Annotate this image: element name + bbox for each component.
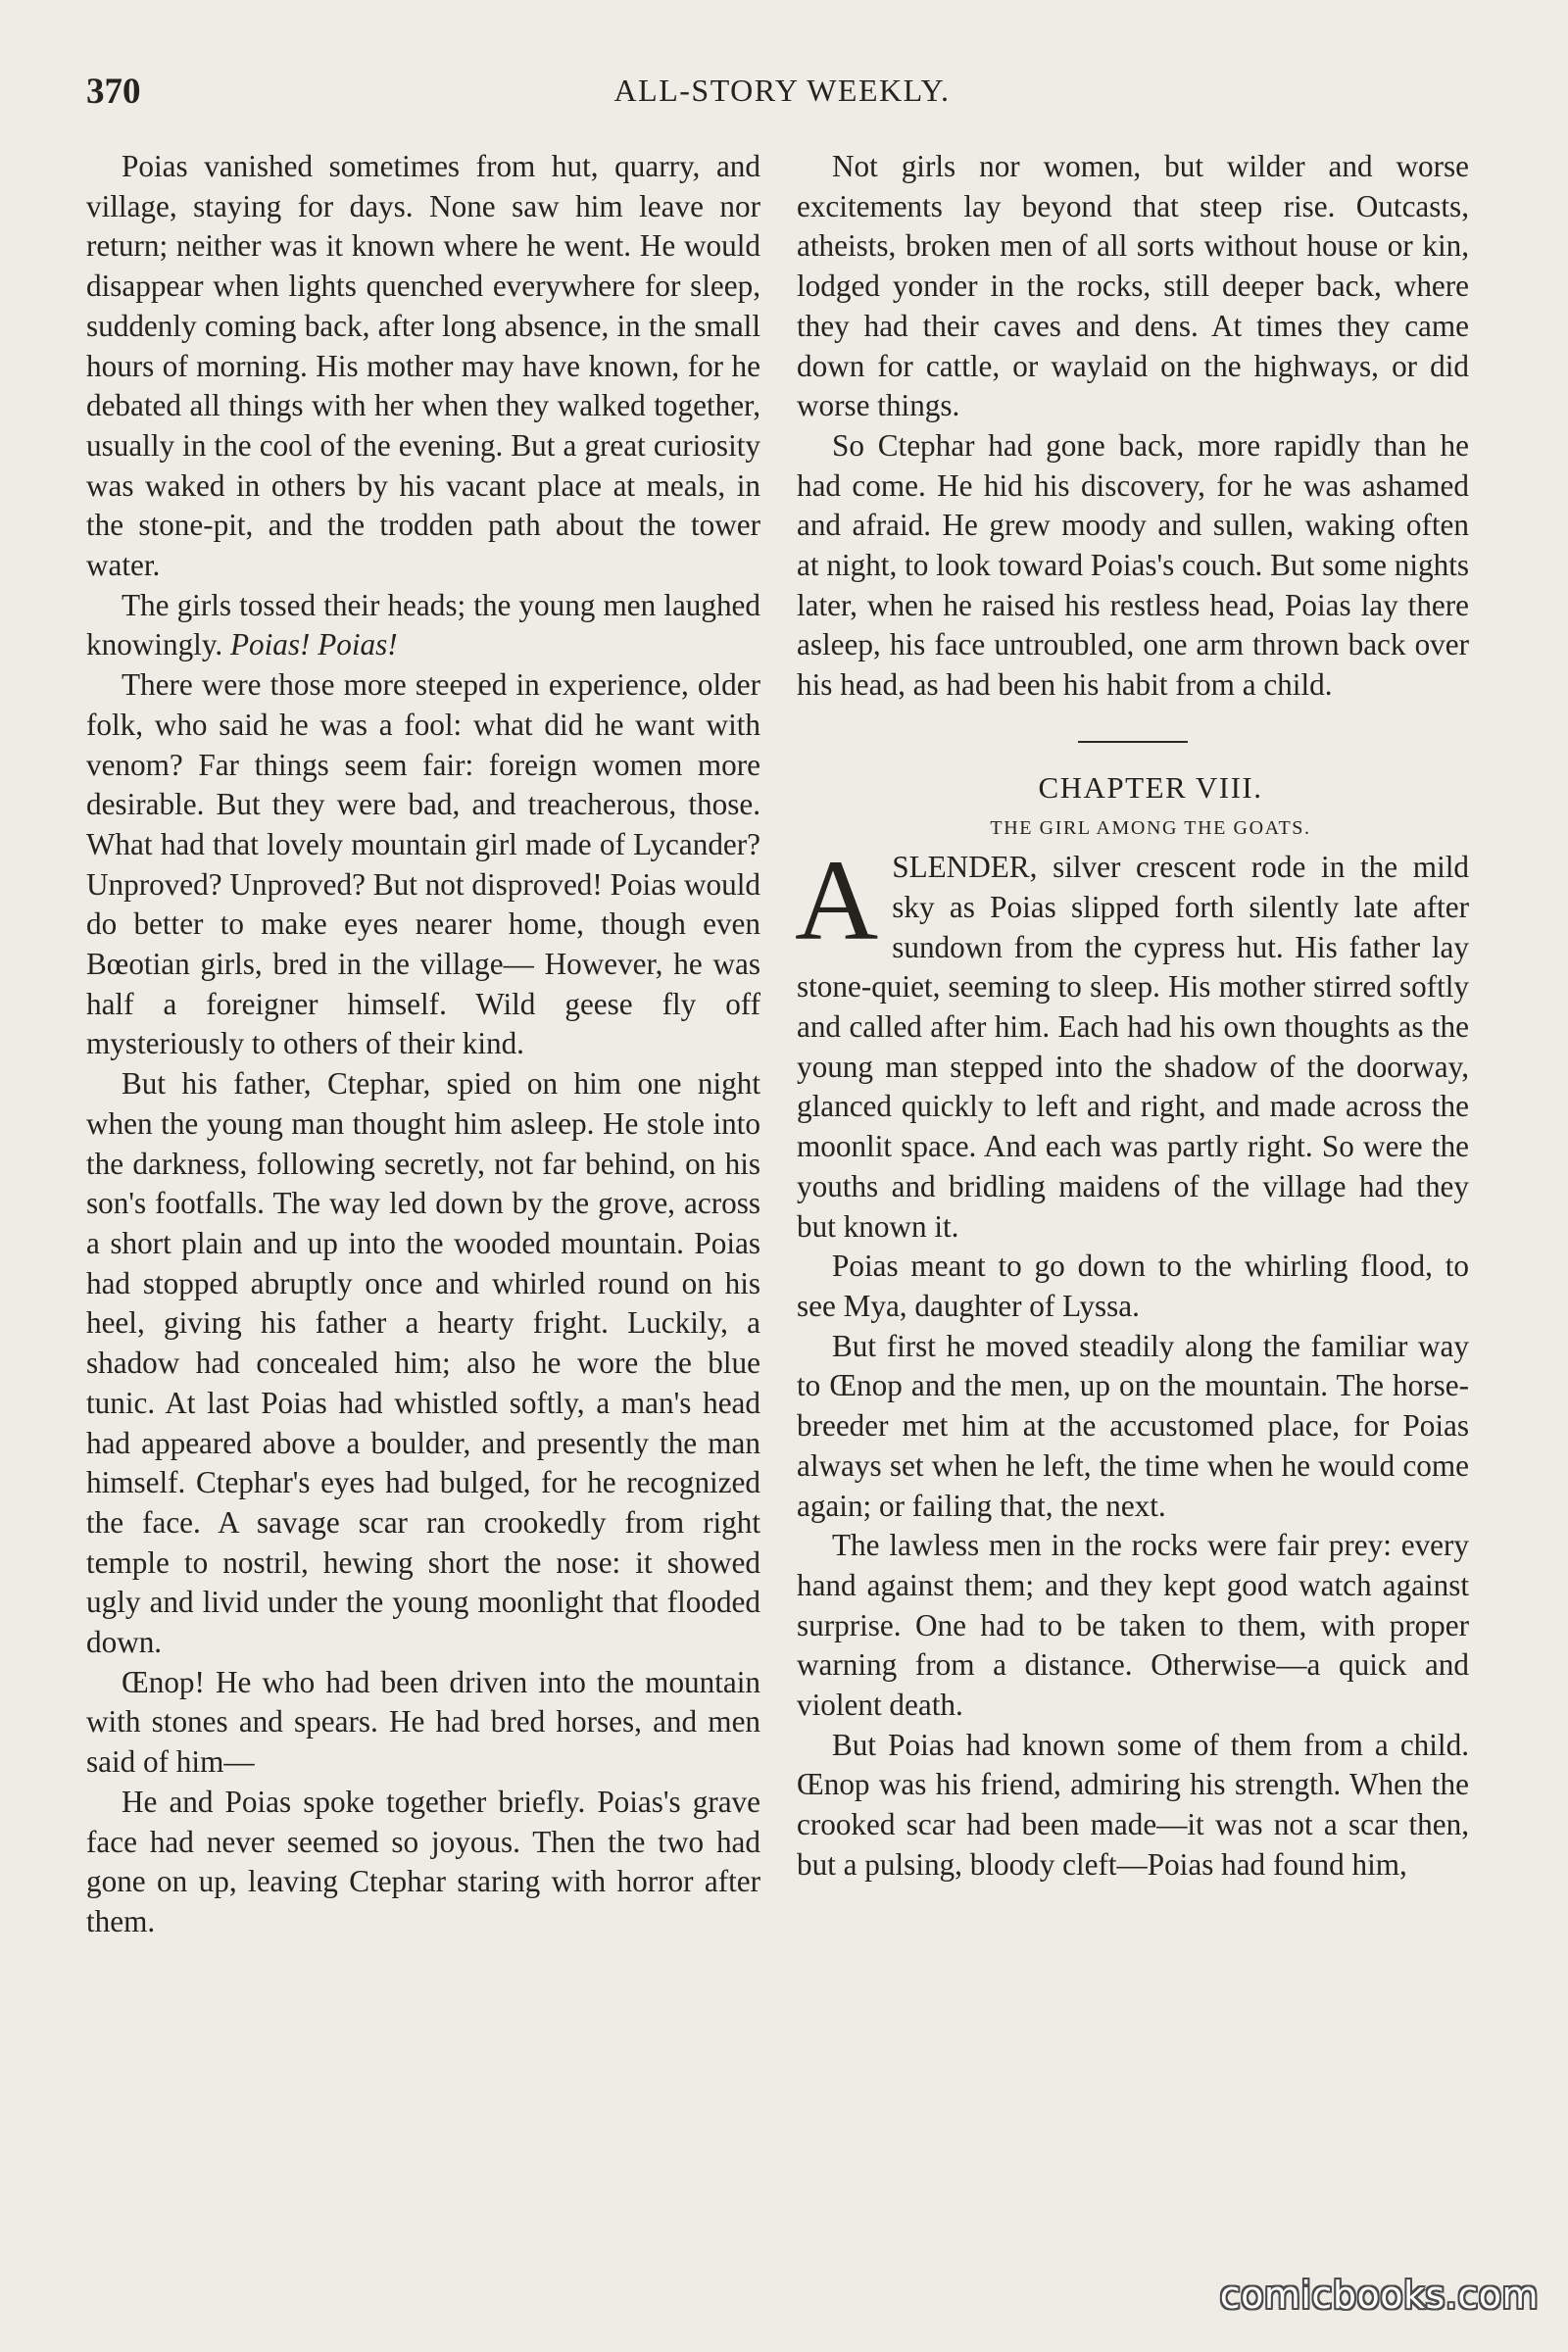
paragraph: But his father, Ctephar, spied on him one night when the young man thought him asleep. He stole into the darkness, following secretly, not far behind, on his son's footfalls. The way led down by the grove, across a short plain and up into the wooded mountain. Poias had stopped abruptly once and whirled round on his heel, giving his father a hearty fright. Luckily, a shadow had concealed him; also he wore the blue tunic. At last Poias had whistled softly, a man's head had appeared above a boulder, and presently the man himself. Ctephar's eyes had bulged, for he recognized the face. A savage scar ran crookedly from right temple to nostril, hewing short the nose: it showed ugly and livid under the young moonlight that flooded down. xyxy=(86,1066,760,1660)
drop-cap: A xyxy=(795,836,879,965)
chapter-heading: CHAPTER VIII. xyxy=(1038,769,1263,805)
paragraph: The lawless men in the rocks were fair prey: every hand against them; and they kept good watch against surprise. One had to be taken to them, with proper warning from a distance. Otherwise—a quick and violent death. xyxy=(797,1528,1469,1723)
paragraph: Poias vanished sometimes from hut, quarry, and village, staying for days. None saw him leave nor return; neither was it known where he went. He would disappear when lights quenched everywhere for sleep, suddenly coming back, after long absence, in the small hours of morning. His mother may have known, for he debated all things with her when they walked together, usually in the cool of the evening. But a great curiosity was waked in others by his vacant place at meals, in the stone-pit, and the trodden path about the tower water. xyxy=(86,149,760,583)
paragraph-text: The girls tossed their heads; the young men laughed knowingly. xyxy=(86,587,760,662)
section-divider xyxy=(1078,741,1188,743)
running-head: ALL-STORY WEEKLY. xyxy=(613,73,951,108)
paragraph: Not girls nor women, but wilder and worse excitements lay beyond that steep rise. Outcasts, atheists, broken men of all sorts without house or kin, lodged yonder in the rocks, still deeper back, where they had their caves and dens. At times they came down for cattle, or waylaid on the highways, or did worse things. xyxy=(797,149,1469,423)
page-header xyxy=(86,71,1478,120)
page-number: 370 xyxy=(86,72,141,112)
left-column xyxy=(86,147,760,1942)
paragraph: There were those more steeped in experience, older folk, who said he was a fool: what did he want with venom? Far things seem fair: foreign women more desirable. But they were bad, and treacherous, those. What had that lovely mountain girl made of Lycander? Unproved? Unproved? But not disproved! Poias would do better to make eyes nearer home, though even Bœotian girls, bred in the village— However, he was half a foreigner himself. Wild geese fly off mysteriously to others of their kind. xyxy=(86,667,760,1061)
opening-paragraph xyxy=(795,836,1469,1247)
paragraph xyxy=(86,586,760,665)
watermark: comicbooks.com xyxy=(1219,2274,1539,2317)
paragraph: Poias meant to go down to the whirling flood, to see Mya, daughter of Lyssa. xyxy=(797,1249,1469,1323)
chapter-subtitle: THE GIRL AMONG THE GOATS. xyxy=(990,816,1311,839)
paragraph: But Poias had known some of them from a child. Œnop was his friend, admiring his strength. When the crooked scar had been made—it was not a scar then, but a pulsing, bloody cleft—Poias had found him, xyxy=(797,1727,1469,1882)
right-column xyxy=(797,147,1469,1886)
paragraph: So Ctephar had gone back, more rapidly than he had come. He hid his discovery, for he was ashamed and afraid. He grew moody and sullen, waking often at night, to look toward Poias's couch. But some nights later, when he raised his restless head, Poias lay there asleep, his face untroubled, one arm thrown back over his head, as had been his habit from a child. xyxy=(797,427,1469,703)
paragraph: Œnop! He who had been driven into the mountain with stones and spears. He had bred horses, and men said of him— xyxy=(86,1664,760,1780)
italic-exclamation: Poias! Poias! xyxy=(229,627,398,662)
paragraph: But first he moved steadily along the familiar way to Œnop and the men, up on the mountain. The horse-breeder met him at the accustomed place, for Poias always set when he left, the time when he would come again; or failing that, the next. xyxy=(797,1328,1469,1523)
paragraph-text: SLENDER, silver crescent rode in the mild sky as Poias slipped forth silently late after sundown from the cypress hut. His father lay stone-quiet, seeming to sleep. His mother stirred softly and called after him. Each had his own thoughts as the young man stepped into the shadow of the doorway, glanced quickly to left and right, and made across the moonlit space. And each was partly right. So were the youths and bridling maidens of the village had they but known it. xyxy=(797,850,1469,1244)
paragraph: He and Poias spoke together briefly. Poias's grave face had never seemed so joyous. Then the two had gone on up, leaving Ctephar staring with horror after them. xyxy=(86,1784,760,1938)
